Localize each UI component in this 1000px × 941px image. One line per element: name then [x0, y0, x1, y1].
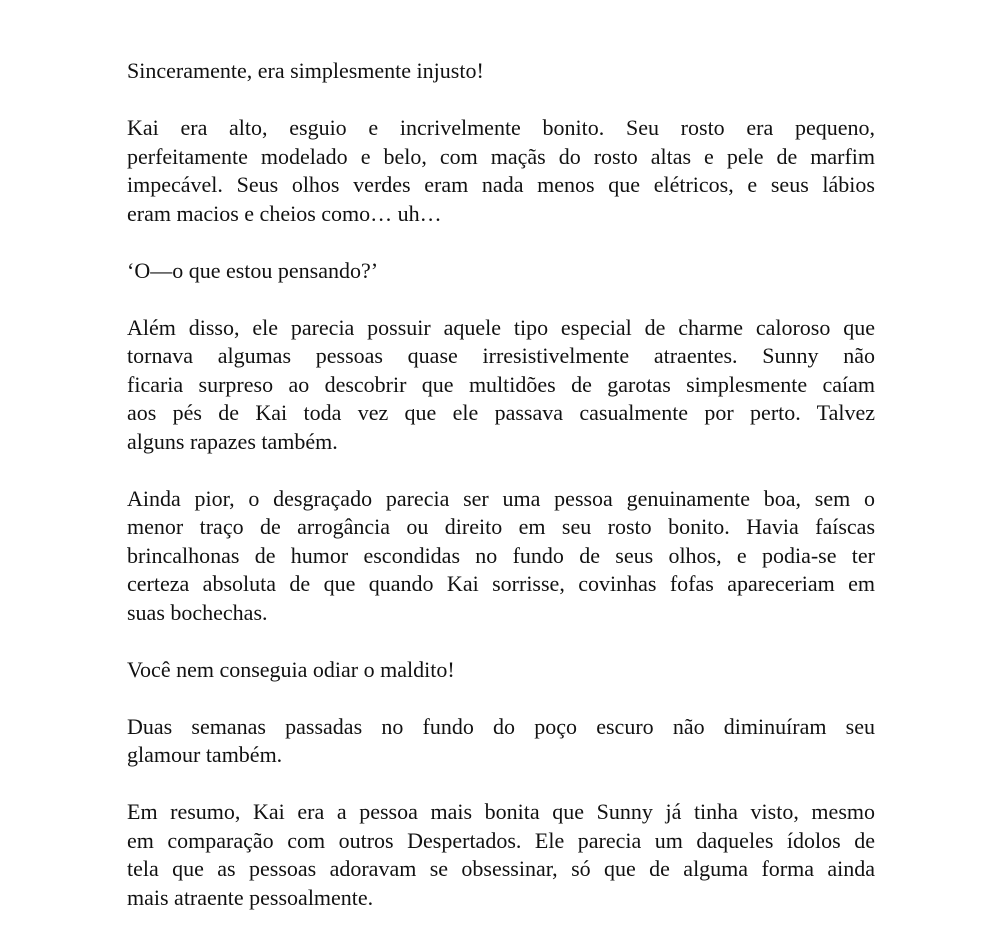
paragraph [127, 114, 875, 228]
text-line: Kai era alto, esguio e incrivelmente bonito. Seu rosto era pequeno, [127, 115, 875, 140]
text-line: suas bochechas. [127, 599, 268, 625]
text-line: glamour também. [127, 742, 283, 767]
paragraph [127, 57, 875, 86]
text-line: Você nem conseguia odiar o maldito! [127, 656, 455, 682]
text-line: mais atraente pessoalmente. [127, 884, 374, 910]
text-line: menor traço de arrogância ou direito em seu rosto bonito. Havia faíscas [127, 514, 875, 539]
text-line: Sinceramente, era simplesmente injusto! [127, 58, 484, 83]
document-page [127, 57, 875, 941]
text-line: Além disso, ele parecia possuir aquele tipo especial de charme caloroso que [127, 314, 875, 340]
text-line: perfeitamente modelado e belo, com maçãs do rosto altas e pele de marfim [127, 143, 875, 169]
text-line: alguns rapazes também. [127, 428, 338, 454]
text-line: aos pés de Kai toda vez que ele passava casualmente por perto. Talvez [127, 400, 875, 425]
text-line: ficaria surpreso ao descobrir que multidões de garotas simplesmente caíam [127, 371, 875, 397]
text-line: em comparação com outros Despertados. Ele parecia um daqueles ídolos de [127, 827, 875, 853]
paragraph [127, 656, 875, 685]
text-line: Duas semanas passadas no fundo do poço escuro não diminuíram seu [127, 713, 875, 739]
text-line: brincalhonas de humor escondidas no fundo de seus olhos, e podia-se ter [127, 542, 875, 568]
text-line: certeza absoluta de que quando Kai sorrisse, covinhas fofas apareceriam em [127, 571, 875, 596]
paragraph [127, 485, 875, 628]
text-line: ‘O—o que estou pensando?’ [127, 257, 379, 283]
text-line: tela que as pessoas adoravam se obsessinar, só que de alguma forma ainda [127, 856, 875, 881]
text-line: eram macios e cheios como… uh… [127, 200, 442, 226]
paragraph [127, 257, 875, 286]
paragraph [127, 314, 875, 457]
text-line: tornava algumas pessoas quase irresistivelmente atraentes. Sunny não [127, 343, 875, 368]
text-line: Ainda pior, o desgraçado parecia ser uma pessoa genuinamente boa, sem o [127, 485, 875, 511]
paragraph [127, 713, 875, 770]
text-line: Em resumo, Kai era a pessoa mais bonita que Sunny já tinha visto, mesmo [127, 799, 875, 824]
text-line: impecável. Seus olhos verdes eram nada menos que elétricos, e seus lábios [127, 172, 875, 197]
paragraph [127, 798, 875, 912]
